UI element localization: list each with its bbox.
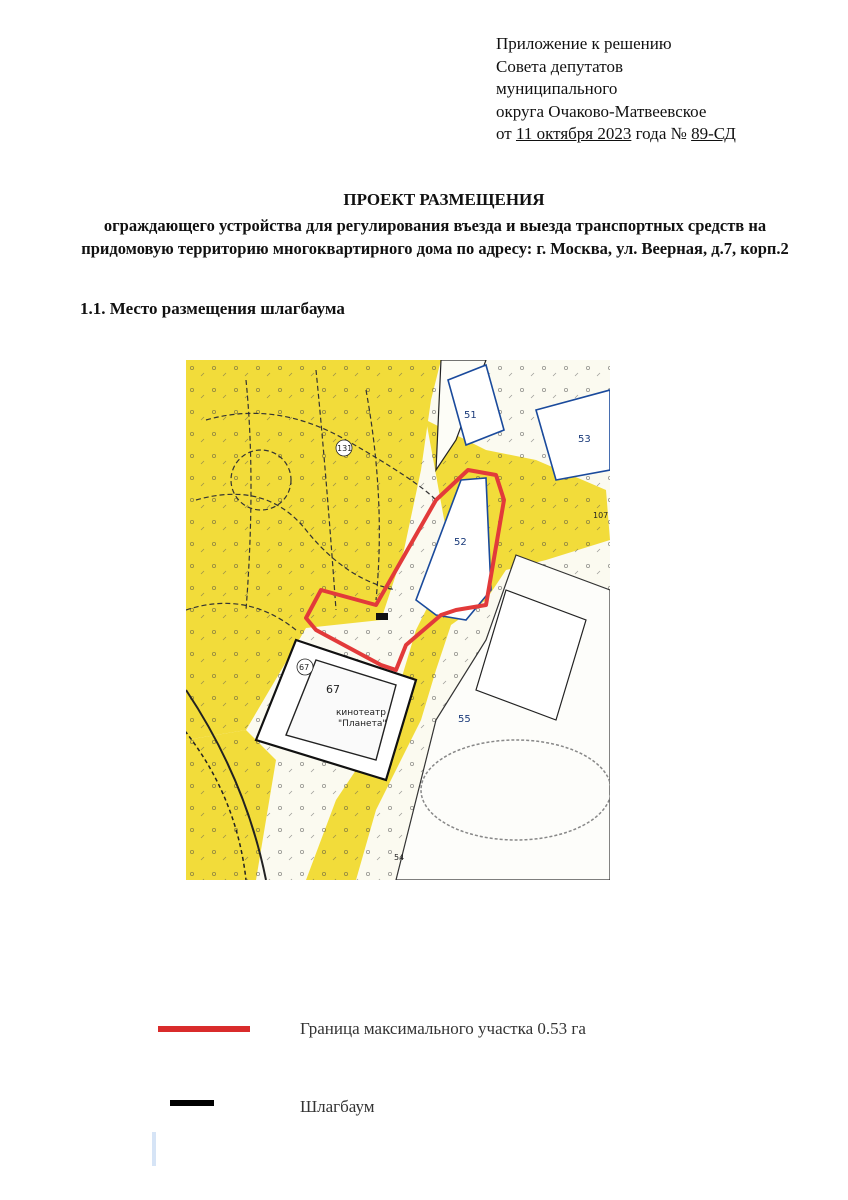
label-131: 131 — [337, 444, 353, 453]
number-prefix: года № — [631, 124, 692, 143]
label-building-55: 55 — [458, 714, 471, 725]
header-date-line — [496, 123, 736, 146]
legend-boundary-line — [158, 1026, 250, 1032]
label-67: 67 — [326, 683, 340, 696]
label-54: 54 — [394, 853, 405, 862]
label-107: 107 — [593, 511, 609, 520]
label-building-51: 51 — [464, 410, 477, 421]
label-67-circle: 67 — [299, 663, 310, 672]
header-line-4: округа Очаково-Матвеевское — [496, 101, 707, 121]
header-line-2: Совета депутатов — [496, 56, 624, 76]
scan-artifact — [152, 1132, 156, 1166]
label-building-53: 53 — [578, 434, 591, 445]
label-cinema: кинотеатр — [336, 708, 386, 718]
section-heading: 1.1. Место размещения шлагбаума — [80, 299, 345, 318]
barrier-marker — [376, 613, 388, 620]
label-cinema-name: "Планета" — [338, 719, 387, 729]
legend-barrier-label: Шлагбаум — [300, 1097, 375, 1116]
legend-boundary-label: Граница максимального участка 0.53 га — [300, 1019, 586, 1038]
legend-barrier-line — [170, 1100, 214, 1106]
header-line-1: Приложение к решению — [496, 34, 672, 53]
label-building-52: 52 — [454, 537, 467, 548]
site-map-svg — [186, 360, 610, 880]
header-line-3: муниципального — [496, 79, 618, 98]
approval-header — [496, 33, 736, 146]
site-map — [186, 360, 610, 880]
date-prefix: от — [496, 124, 516, 143]
decision-date: 11 октября 2023 — [515, 124, 632, 143]
decision-number: 89-СД — [691, 124, 736, 143]
document-subtitle: ограждающего устройства для регулирования въезда и выезда транспортных средств на придомовую территорию многоквартирного дома по адресу: г. Москва, ул. Веерная, д.7, корп.2 — [81, 216, 789, 258]
document-title: ПРОЕКТ РАЗМЕЩЕНИЯ — [343, 190, 545, 209]
